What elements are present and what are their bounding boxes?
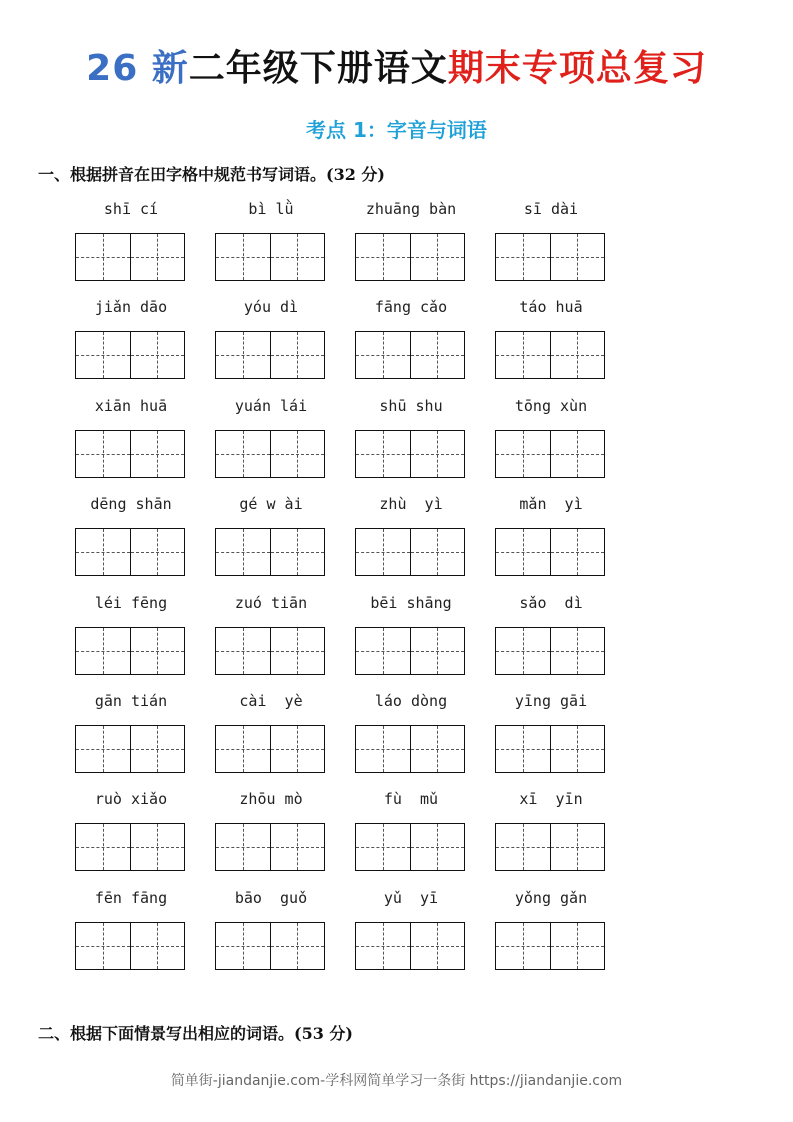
word-item <box>495 590 635 688</box>
word-item <box>215 196 355 294</box>
tianzige-box[interactable] <box>215 627 325 675</box>
tianzige-box[interactable] <box>495 627 605 675</box>
pinyin-label: bāo guǒ <box>234 888 308 907</box>
word-item <box>495 294 635 392</box>
section1-heading: 一、根据拼音在田字格中规范书写词语。(32 分) <box>38 165 385 184</box>
word-item <box>495 688 635 786</box>
tianzige-box[interactable] <box>355 430 465 478</box>
word-item <box>495 491 635 589</box>
tianzige-cell[interactable] <box>410 628 465 674</box>
tianzige-cell[interactable] <box>216 923 270 969</box>
tianzige-cell[interactable] <box>356 726 410 772</box>
pinyin-label: fāng cǎo <box>374 298 448 317</box>
tianzige-box[interactable] <box>75 922 185 970</box>
title-year: 26 新 <box>86 48 189 89</box>
tianzige-cell[interactable] <box>550 923 605 969</box>
word-item <box>75 885 215 983</box>
pinyin-label: yǒng gǎn <box>514 888 588 907</box>
pinyin-grid <box>75 196 615 983</box>
pinyin-label: zhuāng bàn <box>365 200 457 218</box>
pinyin-label: láo dòng <box>374 691 448 710</box>
tianzige-box[interactable] <box>75 823 185 871</box>
tianzige-cell[interactable] <box>550 726 605 772</box>
tianzige-cell[interactable] <box>216 234 270 280</box>
tianzige-cell[interactable] <box>410 726 465 772</box>
word-item <box>215 294 355 392</box>
word-item <box>215 885 355 983</box>
tianzige-cell[interactable] <box>550 332 605 378</box>
tianzige-cell[interactable] <box>496 529 550 575</box>
pinyin-label: tōng xùn <box>514 396 588 415</box>
tianzige-cell[interactable] <box>216 628 270 674</box>
tianzige-cell[interactable] <box>496 824 550 870</box>
title-review: 期末专项总复习 <box>447 48 707 89</box>
pinyin-label: shū shu <box>379 396 443 415</box>
word-item <box>355 885 495 983</box>
tianzige-box[interactable] <box>215 430 325 478</box>
tianzige-cell[interactable] <box>270 726 325 772</box>
pinyin-label: táo huā <box>519 298 583 317</box>
pinyin-label: ruò xiǎo <box>94 790 168 809</box>
pinyin-label: yuán lái <box>234 396 308 415</box>
tianzige-box[interactable] <box>495 430 605 478</box>
tianzige-box[interactable] <box>355 922 465 970</box>
tianzige-cell[interactable] <box>410 332 465 378</box>
word-item <box>75 590 215 688</box>
word-item <box>355 294 495 392</box>
pinyin-label: zhù yì <box>379 495 443 514</box>
tianzige-cell[interactable] <box>216 726 270 772</box>
tianzige-cell[interactable] <box>216 529 270 575</box>
tianzige-box[interactable] <box>75 331 185 379</box>
tianzige-cell[interactable] <box>130 923 185 969</box>
pinyin-label: xī yīn <box>519 790 583 809</box>
footer-watermark: 简单街-jiandanjie.com-学科网简单学习一条街 https://jiandanjie.com <box>170 1073 623 1089</box>
tianzige-cell[interactable] <box>76 332 130 378</box>
tianzige-box[interactable] <box>495 922 605 970</box>
pinyin-label: bēi shāng <box>370 593 452 612</box>
tianzige-cell[interactable] <box>130 628 185 674</box>
tianzige-cell[interactable] <box>356 332 410 378</box>
section2-heading: 二、根据下面情景写出相应的词语。(53 分) <box>38 1024 353 1043</box>
pinyin-label: léi fēng <box>94 593 168 612</box>
tianzige-cell[interactable] <box>410 529 465 575</box>
tianzige-cell[interactable] <box>216 431 270 477</box>
pinyin-label: zhōu mò <box>239 790 303 809</box>
tianzige-box[interactable] <box>495 823 605 871</box>
tianzige-cell[interactable] <box>550 824 605 870</box>
pinyin-label: fù mǔ <box>383 790 439 809</box>
tianzige-box[interactable] <box>495 233 605 281</box>
tianzige-cell[interactable] <box>270 923 325 969</box>
word-item <box>75 786 215 884</box>
tianzige-box[interactable] <box>355 725 465 773</box>
title-grade: 二年级下册语文 <box>188 48 448 89</box>
word-item <box>215 393 355 491</box>
word-item <box>215 688 355 786</box>
word-item <box>215 590 355 688</box>
word-item <box>355 786 495 884</box>
tianzige-cell[interactable] <box>130 234 185 280</box>
tianzige-cell[interactable] <box>410 234 465 280</box>
word-item <box>355 590 495 688</box>
pinyin-label: zuó tiān <box>234 593 308 612</box>
tianzige-cell[interactable] <box>270 529 325 575</box>
tianzige-cell[interactable] <box>496 923 550 969</box>
word-item <box>75 688 215 786</box>
tianzige-box[interactable] <box>75 233 185 281</box>
tianzige-cell[interactable] <box>76 726 130 772</box>
tianzige-cell[interactable] <box>216 824 270 870</box>
tianzige-box[interactable] <box>495 331 605 379</box>
tianzige-cell[interactable] <box>496 431 550 477</box>
tianzige-box[interactable] <box>355 823 465 871</box>
tianzige-cell[interactable] <box>410 923 465 969</box>
tianzige-box[interactable] <box>215 725 325 773</box>
tianzige-cell[interactable] <box>496 726 550 772</box>
pinyin-label: dēng shān <box>90 495 172 514</box>
tianzige-box[interactable] <box>215 823 325 871</box>
tianzige-cell[interactable] <box>76 824 130 870</box>
pinyin-label: gān tián <box>94 691 168 710</box>
tianzige-cell[interactable] <box>130 529 185 575</box>
tianzige-box[interactable] <box>75 528 185 576</box>
tianzige-cell[interactable] <box>270 628 325 674</box>
tianzige-cell[interactable] <box>130 332 185 378</box>
tianzige-cell[interactable] <box>356 529 410 575</box>
word-item <box>495 786 635 884</box>
tianzige-cell[interactable] <box>410 431 465 477</box>
tianzige-cell[interactable] <box>216 332 270 378</box>
tianzige-cell[interactable] <box>356 923 410 969</box>
tianzige-cell[interactable] <box>270 234 325 280</box>
pinyin-label: yǔ yī <box>383 888 439 907</box>
word-item <box>355 688 495 786</box>
tianzige-box[interactable] <box>215 233 325 281</box>
pinyin-label: yīng gāi <box>514 691 588 710</box>
word-item <box>75 294 215 392</box>
word-item <box>75 491 215 589</box>
tianzige-cell[interactable] <box>270 332 325 378</box>
tianzige-cell[interactable] <box>130 824 185 870</box>
pinyin-label: fēn fāng <box>94 888 168 907</box>
pinyin-label: yóu dì <box>243 298 299 317</box>
word-item <box>495 196 635 294</box>
tianzige-cell[interactable] <box>130 726 185 772</box>
tianzige-box[interactable] <box>495 725 605 773</box>
tianzige-box[interactable] <box>355 528 465 576</box>
tianzige-cell[interactable] <box>550 529 605 575</box>
word-item <box>355 491 495 589</box>
tianzige-cell[interactable] <box>356 431 410 477</box>
tianzige-cell[interactable] <box>356 628 410 674</box>
tianzige-box[interactable] <box>495 528 605 576</box>
page-subtitle: 考点 1：字音与词语 <box>306 118 487 142</box>
pinyin-label: mǎn yì <box>519 495 583 514</box>
tianzige-cell[interactable] <box>76 529 130 575</box>
tianzige-cell[interactable] <box>76 628 130 674</box>
tianzige-cell[interactable] <box>76 923 130 969</box>
tianzige-box[interactable] <box>215 922 325 970</box>
tianzige-cell[interactable] <box>76 234 130 280</box>
tianzige-cell[interactable] <box>496 332 550 378</box>
pinyin-label: sī dài <box>523 200 579 218</box>
word-item <box>495 885 635 983</box>
pinyin-label: cài yè <box>239 691 303 710</box>
tianzige-cell[interactable] <box>550 431 605 477</box>
tianzige-box[interactable] <box>355 627 465 675</box>
word-item <box>215 491 355 589</box>
word-item <box>75 393 215 491</box>
tianzige-cell[interactable] <box>550 628 605 674</box>
tianzige-cell[interactable] <box>130 431 185 477</box>
word-item <box>355 196 495 294</box>
tianzige-box[interactable] <box>215 528 325 576</box>
tianzige-box[interactable] <box>355 331 465 379</box>
tianzige-box[interactable] <box>75 430 185 478</box>
tianzige-box[interactable] <box>215 331 325 379</box>
word-item <box>215 786 355 884</box>
tianzige-cell[interactable] <box>356 824 410 870</box>
tianzige-cell[interactable] <box>496 234 550 280</box>
pinyin-label: xiān huā <box>94 396 168 415</box>
tianzige-box[interactable] <box>75 725 185 773</box>
pinyin-label: shī cí <box>103 200 159 218</box>
pinyin-label: jiǎn dāo <box>94 298 168 317</box>
pinyin-label: gé w ài <box>239 495 303 514</box>
tianzige-cell[interactable] <box>496 628 550 674</box>
word-item <box>355 393 495 491</box>
tianzige-cell[interactable] <box>270 431 325 477</box>
tianzige-cell[interactable] <box>356 234 410 280</box>
tianzige-box[interactable] <box>355 233 465 281</box>
tianzige-cell[interactable] <box>410 824 465 870</box>
word-item <box>495 393 635 491</box>
tianzige-cell[interactable] <box>76 431 130 477</box>
word-item <box>75 196 215 294</box>
tianzige-cell[interactable] <box>270 824 325 870</box>
pinyin-label: bì lǜ <box>248 200 294 218</box>
pinyin-label: sǎo dì <box>519 593 583 612</box>
tianzige-cell[interactable] <box>550 234 605 280</box>
page-title <box>0 40 793 91</box>
tianzige-box[interactable] <box>75 627 185 675</box>
